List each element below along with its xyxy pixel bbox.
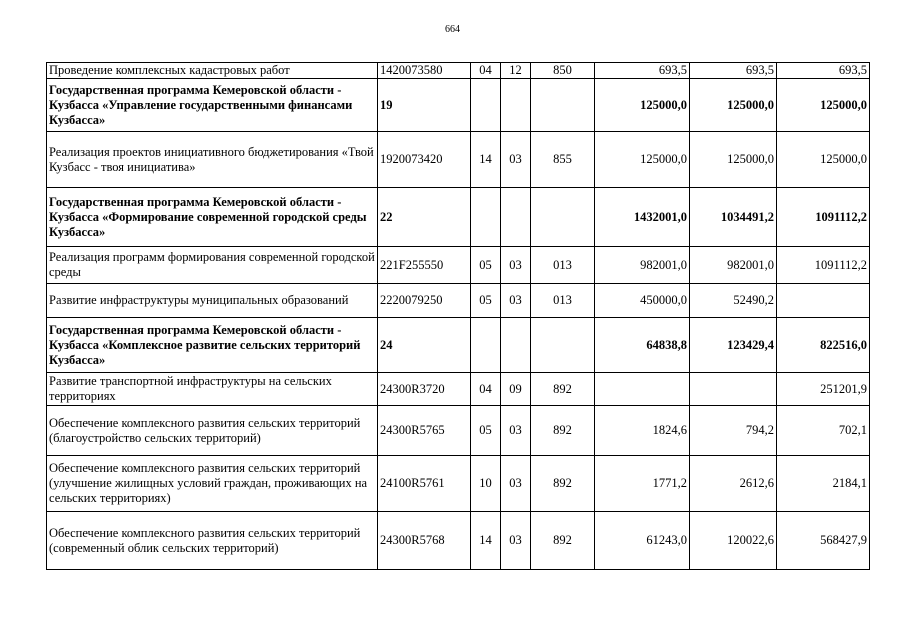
- row-name: Реализация программ формирования современной городской среды: [47, 247, 378, 284]
- amount-year-3: 693,5: [777, 63, 870, 79]
- amount-year-3: [777, 284, 870, 318]
- table-row: [47, 132, 870, 188]
- expense-type-code: 855: [531, 132, 595, 188]
- amount-year-3: 125000,0: [777, 79, 870, 132]
- subsection-code: 12: [501, 63, 531, 79]
- amount-year-2: 1034491,2: [690, 188, 777, 247]
- amount-year-2: 982001,0: [690, 247, 777, 284]
- table-row: [47, 284, 870, 318]
- amount-year-1: [595, 373, 690, 406]
- subsection-code: 03: [501, 132, 531, 188]
- amount-year-1: 125000,0: [595, 79, 690, 132]
- section-code: 10: [471, 456, 501, 512]
- amount-year-2: 2612,6: [690, 456, 777, 512]
- subsection-code: 03: [501, 406, 531, 456]
- target-code: 22: [378, 188, 471, 247]
- row-name: Государственная программа Кемеровской области - Кузбасса «Комплексное развитие сельских территорий Кузбасса»: [47, 318, 378, 373]
- table-row: [47, 79, 870, 132]
- target-code: 24300R5765: [378, 406, 471, 456]
- subsection-code: 03: [501, 456, 531, 512]
- row-name: Обеспечение комплексного развития сельских территорий (современный облик сельских территорий): [47, 512, 378, 570]
- amount-year-3: 2184,1: [777, 456, 870, 512]
- subsection-code: 03: [501, 512, 531, 570]
- section-code: 05: [471, 247, 501, 284]
- target-code: 2220079250: [378, 284, 471, 318]
- target-code: 221F255550: [378, 247, 471, 284]
- row-name: Реализация проектов инициативного бюджетирования «Твой Кузбасс - твоя инициатива»: [47, 132, 378, 188]
- expense-type-code: 892: [531, 512, 595, 570]
- subsection-code: 03: [501, 284, 531, 318]
- amount-year-2: 123429,4: [690, 318, 777, 373]
- table-row: [47, 247, 870, 284]
- section-code: 14: [471, 512, 501, 570]
- table-row: [47, 63, 870, 79]
- expense-type-code: 013: [531, 284, 595, 318]
- section-code: [471, 188, 501, 247]
- expense-type-code: [531, 188, 595, 247]
- section-code: [471, 79, 501, 132]
- amount-year-3: 251201,9: [777, 373, 870, 406]
- row-name: Государственная программа Кемеровской области - Кузбасса «Формирование современной городской среды Кузбасса»: [47, 188, 378, 247]
- amount-year-1: 125000,0: [595, 132, 690, 188]
- expense-type-code: 892: [531, 456, 595, 512]
- expense-type-code: [531, 318, 595, 373]
- amount-year-3: 822516,0: [777, 318, 870, 373]
- amount-year-3: 568427,9: [777, 512, 870, 570]
- budget-table: [46, 62, 870, 570]
- section-code: 05: [471, 284, 501, 318]
- row-name: Государственная программа Кемеровской области - Кузбасса «Управление государственными финансами Кузбасса»: [47, 79, 378, 132]
- table-row: [47, 406, 870, 456]
- target-code: 1420073580: [378, 63, 471, 79]
- row-name: Обеспечение комплексного развития сельских территорий (улучшение жилищных условий граждан, проживающих на сельских территориях): [47, 456, 378, 512]
- expense-type-code: 850: [531, 63, 595, 79]
- subsection-code: [501, 188, 531, 247]
- row-name: Обеспечение комплексного развития сельских территорий (благоустройство сельских территорий): [47, 406, 378, 456]
- page-number: 664: [445, 24, 460, 35]
- expense-type-code: 892: [531, 373, 595, 406]
- table-row: [47, 512, 870, 570]
- row-name: Проведение комплексных кадастровых работ: [47, 63, 378, 79]
- section-code: 05: [471, 406, 501, 456]
- target-code: 24300R3720: [378, 373, 471, 406]
- amount-year-1: 982001,0: [595, 247, 690, 284]
- target-code: 24300R5768: [378, 512, 471, 570]
- amount-year-2: 693,5: [690, 63, 777, 79]
- expense-type-code: [531, 79, 595, 132]
- amount-year-1: 64838,8: [595, 318, 690, 373]
- section-code: [471, 318, 501, 373]
- table-row: [47, 318, 870, 373]
- section-code: 04: [471, 63, 501, 79]
- amount-year-1: 1771,2: [595, 456, 690, 512]
- expense-type-code: 892: [531, 406, 595, 456]
- target-code: 1920073420: [378, 132, 471, 188]
- amount-year-1: 1432001,0: [595, 188, 690, 247]
- amount-year-1: 61243,0: [595, 512, 690, 570]
- subsection-code: [501, 79, 531, 132]
- expense-type-code: 013: [531, 247, 595, 284]
- table-row: [47, 188, 870, 247]
- amount-year-2: [690, 373, 777, 406]
- section-code: 14: [471, 132, 501, 188]
- amount-year-3: 702,1: [777, 406, 870, 456]
- amount-year-3: 125000,0: [777, 132, 870, 188]
- subsection-code: 03: [501, 247, 531, 284]
- amount-year-1: 693,5: [595, 63, 690, 79]
- amount-year-2: 52490,2: [690, 284, 777, 318]
- subsection-code: [501, 318, 531, 373]
- table-row: [47, 373, 870, 406]
- target-code: 24: [378, 318, 471, 373]
- amount-year-3: 1091112,2: [777, 188, 870, 247]
- amount-year-2: 120022,6: [690, 512, 777, 570]
- amount-year-1: 450000,0: [595, 284, 690, 318]
- budget-table-body: [47, 63, 870, 570]
- row-name: Развитие транспортной инфраструктуры на сельских территориях: [47, 373, 378, 406]
- amount-year-2: 794,2: [690, 406, 777, 456]
- amount-year-3: 1091112,2: [777, 247, 870, 284]
- target-code: 19: [378, 79, 471, 132]
- section-code: 04: [471, 373, 501, 406]
- row-name: Развитие инфраструктуры муниципальных образований: [47, 284, 378, 318]
- amount-year-1: 1824,6: [595, 406, 690, 456]
- table-row: [47, 456, 870, 512]
- amount-year-2: 125000,0: [690, 132, 777, 188]
- subsection-code: 09: [501, 373, 531, 406]
- target-code: 24100R5761: [378, 456, 471, 512]
- amount-year-2: 125000,0: [690, 79, 777, 132]
